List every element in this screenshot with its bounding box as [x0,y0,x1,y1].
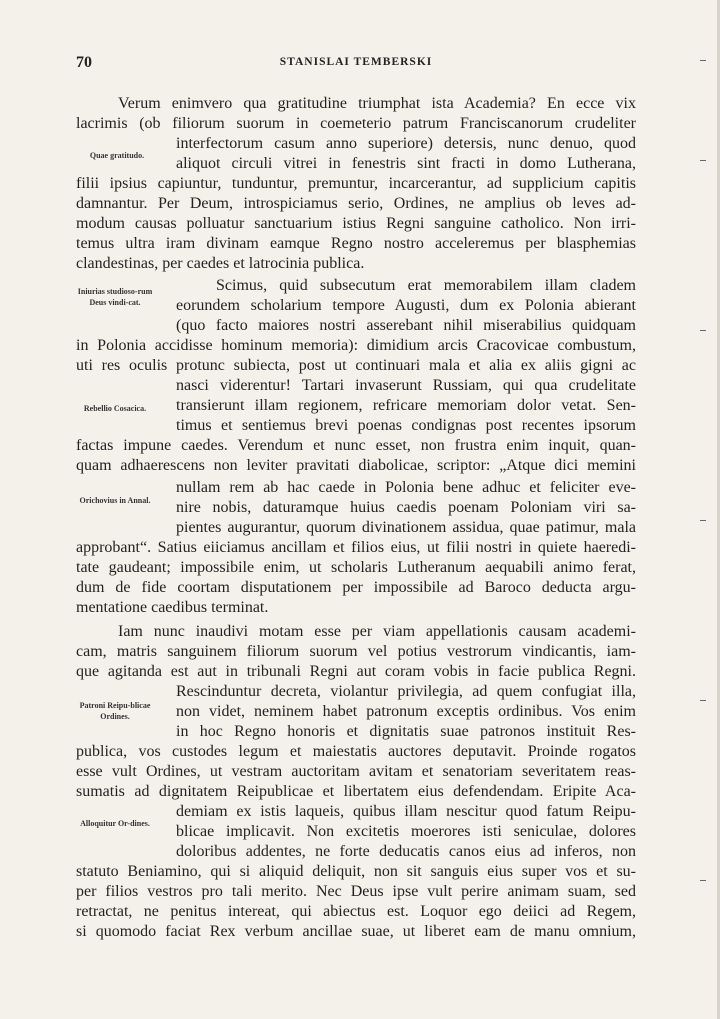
margin-note: Orichovius in Annal. [79,496,151,505]
edge-mark [700,60,706,61]
text-line: timus et sentiemus brevi poenas condignas post recentes ipsorum [176,417,636,434]
text-line: filii ipsius capiuntur, tunduntur, premuntur, incarcerantur, ad supplicium capitis [76,175,636,192]
text-line: dum de fide coortam disputationem per impossibile ad Baroco deducta argu- [76,579,636,596]
text-line: clandestinas, per caedes et latrocinia publica. [76,255,365,272]
text-line: damnantur. Per Deum, introspiciamus serio, Ordines, ne amplius ob leves ad- [76,195,636,212]
text-line: tate gaudeant; impossibile enim, ut scholaris Lutheranum aequabili animo ferat, [76,559,636,576]
text-line: lacrimis (ob filiorum suorum in coemeterio patrum Franciscanorum crudeliter [76,115,636,132]
text-line: Verum enimvero qua gratitudine triumphat ista Academia? En ecce vix [118,95,636,112]
page-number: 70 [76,54,92,71]
text-line: blicae implicavit. Non excitetis moerores isti seniculae, dolores [176,823,636,840]
text-line: modum causas polluatur sanctuarium istius Regni sanguine catholico. Non irri- [76,215,636,232]
text-line: statuto Beniamino, qui si aliquid deliquit, non sit sanguis eius super vos et su- [76,863,636,880]
text-line: nasci viderentur! Tartari invaserunt Russiam, qui qua crudelitate [176,377,636,394]
text-line: temus ultra iram divinam eamque Regno nostro acceleremus per blasphemias [76,235,636,252]
margin-note: Alloquitur Or-dines. [80,819,150,828]
text-line: cam, matris sanguinem filiorum suorum vel potius vestrorum vindicantis, iam- [76,643,636,660]
text-line: nire nobis, daturamque huius caedis poenam Poloniam viri sa- [176,499,636,516]
text-line: aliquot circuli vitrei in fenestris sint fracti in domo Lutherana, [176,155,636,172]
running-title: STANISLAI TEMBERSKI [279,56,433,68]
margin-note: Iniurias studioso-rum Deus vindi-cat. [77,287,153,307]
text-line: non videt, neminem habet patronum exceptis ordinibus. Vos enim [176,703,636,720]
text-line: retractat, ne penitus intereat, qui abiectus est. Loquor ego deiici ad Regem, [76,903,636,920]
text-line: pientes augurantur, quorum divinationem assidua, quae patimur, mala [176,519,636,536]
text-line: transierunt illam regionem, refricare memoriam dolor vetat. Sen- [176,397,636,414]
text-line: in hoc Regno honoris et dignitatis suae patronos instituit Res- [176,723,636,740]
text-line: si quomodo faciat Rex verbum ancillae suae, ut liberet eam de manu omnium, [76,923,636,940]
text-line: Scimus, quid subsecutum erat memorabilem illam cladem [216,277,636,294]
edge-mark [700,330,706,331]
text-line: approbant“. Satius eiiciamus ancillam et filios eius, ut filii nostri in quiete haeredi- [76,539,636,556]
text-line: demiam ex istis laqueis, quibus illam nescitur quod fatum Reipu- [176,803,636,820]
text-line: sumatis ad dignitatem Reipublicae et libertatem eius defendendam. Eripite Aca- [76,783,636,800]
text-line: interfectorum casum anno superiore) detersis, nunc denuo, quod [176,135,636,152]
text-line: per filios vestros pro tali merito. Nec Deus ipse vult perire animam suam, sed [76,883,636,900]
text-line: Iam nunc inaudivi motam esse per viam appellationis causam academi- [118,623,636,640]
margin-note: Rebellio Cosacica. [83,404,147,413]
edge-mark [700,520,706,521]
margin-note: Patroni Reipu-blicae Ordines. [79,701,151,721]
text-line: quam adhaerescens non leviter pravitati diabolicae, scriptor: „Atque dici memini [76,457,636,474]
text-line: nullam rem ab hac caede in Polonia bene adhuc et feliciter eve- [176,479,636,496]
text-line: uti res oculis protunc subiecta, post ut continuari mala et alia ex aliis gigni ac [76,357,636,374]
text-line: eorundem scholarium tempore Augusti, dum ex Polonia abierant [176,297,636,314]
text-line: publica, vos custodes legum et maiestatis auctores deputavit. Proinde rogatos [76,743,636,760]
text-line: que agitanda est aut in tribunali Regni aut coram vobis in facie publica Regni. [76,663,636,680]
text-line: esse vult Ordines, ut vestram auctoritam avitam et senatoriam severitatem reas- [76,763,636,780]
text-line: Rescinduntur decreta, violantur privilegia, ad quem confugiat illa, [176,683,636,700]
edge-mark [700,700,706,701]
text-line: (quo facto maiores nostri asserebant nihil miserabilius quidquam [176,317,636,334]
edge-mark [700,880,706,881]
text-line: mentatione caedibus terminat. [76,599,269,616]
edge-mark [700,160,706,161]
text-line: doloribus addentes, ne forte deducatis canos eius ad inferos, non [176,843,636,860]
text-line: in Polonia accidisse hominum memoria): dimidium arcis Cracovicae combustum, [76,337,636,354]
margin-note: Quae gratitudo. [89,151,145,160]
page-header [76,54,636,74]
text-line: factas impune caedes. Verendum et nunc esset, non frustra enim inquit, quan- [76,437,636,454]
